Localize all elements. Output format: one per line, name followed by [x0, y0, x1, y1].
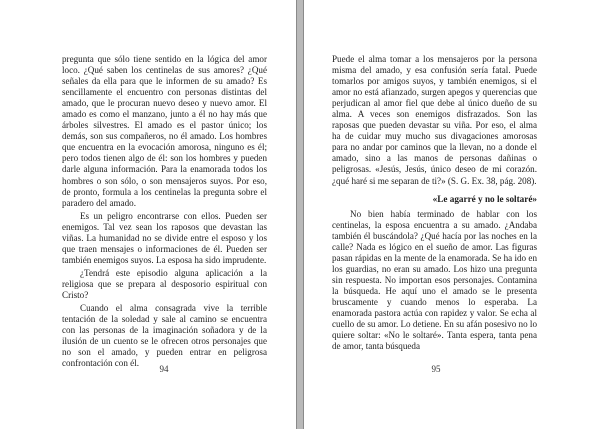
- paragraph: No bien había terminado de hablar con los centinelas, la esposa encuentra a su amado. ¿Andaba también él buscándola? ¿Qué hacía por las noches en la calle? Nada es lógico en el sueño de amor. Las figuras pasan rápidas en la mente de la enamorada. Se ha ido en los guardias, no eran su amado. Los hizo una pregunta sin respuesta. No importan esos personajes. Contamina la búsqueda. He aquí uno el amado se le presenta bruscamente y cuando menos lo esperaba. La enamorada pastora actúa con rapidez y valor. Se echa al cuello de su amor. Lo detiene. En su afán posesivo no lo quiere soltar: «No le soltaré». Tanta espera, tanta pena de amor, tanta búsqueda: [332, 208, 537, 352]
- left-page-text: [62, 54, 267, 369]
- section-heading: «Le agarré y no le soltaré»: [432, 193, 537, 204]
- paragraph: pregunta que sólo tiene sentido en la lógica del amor loco. ¿Qué saben los centinelas de sus amores? ¿Qué señales da ella para que le informen de su amado? Es sencillamente el encuentro con personas distintas del amado, que le procuran nuevo deseo y nuevo amor. El amado es como el manzano, junto a él no hay más que árboles silvestres. El amado es el pastor único; los demás, son sus compañeros, no él amado. Los hombres que encuentra en la evocación amorosa, ninguno es él; pero todos tienen algo de él: son los hombres y pueden darle alguna información. Para la enamorada todos los hombres o son sólo, o son mensajeros suyos. Por eso, de pronto, formula a los centinelas la pregunta sobre el paradero del amado.: [62, 54, 267, 208]
- right-page: [303, 0, 600, 429]
- paragraph: Es un peligro encontrarse con ellos. Pueden ser enemigos. Tal vez sean los raposos que devastan las viñas. La humanidad no se divide entre el esposo y los que traen mensajes o informaciones de él. Pueden ser también enemigos suyos. La esposa ha sido imprudente.: [62, 210, 267, 265]
- right-page-text: [332, 54, 537, 352]
- left-page: [0, 0, 297, 429]
- paragraph: ¿Tendrá este episodio alguna aplicación a la religiosa que se prepara al desposorio espiritual con Cristo?: [62, 267, 267, 300]
- paragraph: Puede el alma tomar a los mensajeros por la persona misma del amado, y esa confusión sería fatal. Puede tomarlos por amigos suyos, y también enemigos, si el amor no está afianzado, surgen apegos y querencias que perjudican al amor fiel que debe al único dueño de su alma. A veces son enemigos disfrazados. Son las raposas que pueden devastar su viña. Por eso, el alma ha de cuidar muy mucho sus divagaciones amorosas para no andar por caminos que la llevan, no a donde el amado, sino a las manos de personas dañinas o peligrosas. «Jesús, Jesús, único deseo de mi corazón. ¿qué haré si me separan de ti?» (S. G. Ex. 38, pág. 208).: [332, 54, 537, 186]
- page-number: 95: [431, 364, 441, 374]
- page-number: 94: [159, 364, 169, 374]
- paragraph: Cuando el alma consagrada vive la terrible tentación de la soledad y sale al camino se encuentra con las personas de la imaginación soñadora y de la ilusión de un cuento se le ofrecen otros personajes que no son el amado, y pueden entrar en peligrosa confrontación con él.: [62, 303, 267, 369]
